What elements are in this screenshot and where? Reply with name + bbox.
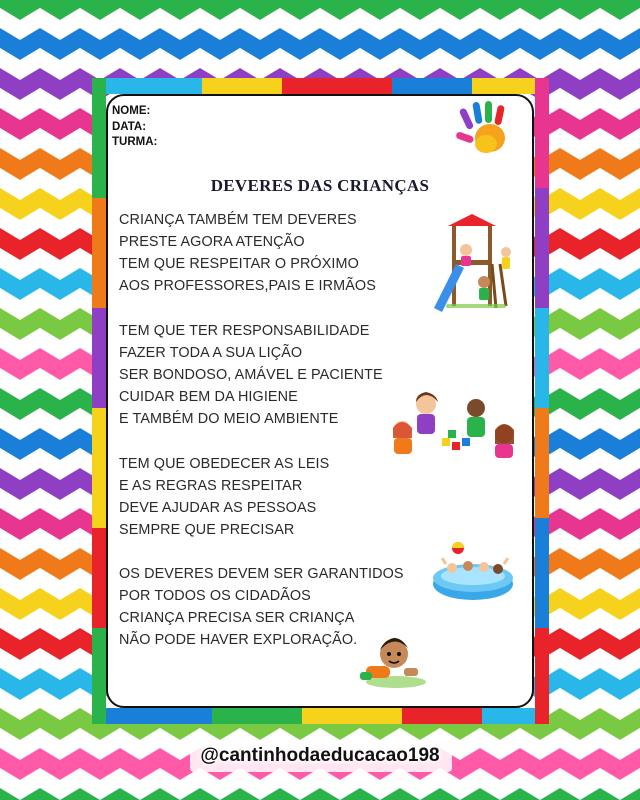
date-label: DATA: <box>112 120 147 133</box>
poem-line: CRIANÇA TAMBÉM TEM DEVERES <box>119 212 357 228</box>
page-title: DEVERES DAS CRIANÇAS <box>210 176 430 195</box>
stanza-3 <box>119 453 329 541</box>
poem-line: TEM QUE RESPEITAR O PRÓXIMO <box>119 256 359 272</box>
poem-line: FAZER TODA A SUA LIÇÃO <box>119 345 303 361</box>
poem-line: E AS REGRAS RESPEITAR <box>119 478 303 494</box>
stanza-1 <box>119 209 376 297</box>
stanza-2 <box>119 320 383 430</box>
poem-line: POR TODOS OS CIDADÃOS <box>119 588 311 604</box>
children-playing-illustration <box>386 386 522 466</box>
poem-line: SEMPRE QUE PRECISAR <box>119 522 295 538</box>
pool-illustration <box>430 540 516 606</box>
poem-line: PRESTE AGORA ATENÇÃO <box>119 234 305 250</box>
student-fields <box>112 104 157 151</box>
class-label: TURMA: <box>112 136 158 148</box>
poem-line: SER BONDOSO, AMÁVEL E PACIENTE <box>119 367 383 383</box>
poem-line: TEM QUE TER RESPONSABILIDADE <box>119 323 370 339</box>
poem-line: TEM QUE OBEDECER AS LEIS <box>119 456 330 472</box>
lying-child-illustration <box>356 630 428 694</box>
poem-line: DEVE AJUDAR AS PESSOAS <box>119 500 317 516</box>
credit-handle: @cantinhodaeducacao198 <box>200 745 440 766</box>
poem-line: E TAMBÉM DO MEIO AMBIENTE <box>119 411 339 427</box>
name-label: NOME: <box>112 105 151 117</box>
poem-line: NÃO PODE HAVER EXPLORAÇÃO. <box>119 632 358 648</box>
poem-line: CUIDAR BEM DA HIGIENE <box>119 389 298 405</box>
handprint-icon <box>452 100 514 158</box>
poem-line: OS DEVERES DEVEM SER GARANTIDOS <box>119 566 404 582</box>
poem-line: AOS PROFESSORES,PAIS E IRMÃOS <box>119 278 376 294</box>
poem-line: CRIANÇA PRECISA SER CRIANÇA <box>119 610 355 626</box>
playground-illustration <box>426 212 522 320</box>
